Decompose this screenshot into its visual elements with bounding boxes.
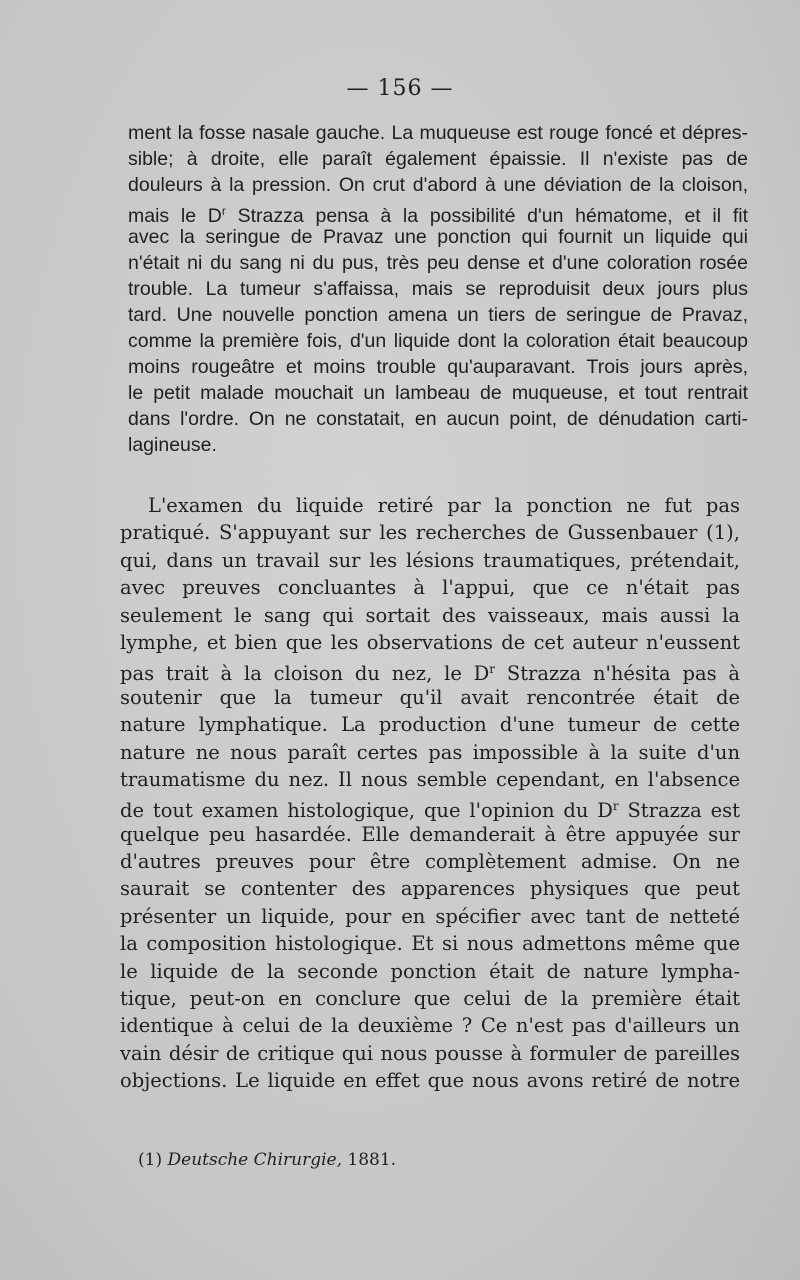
paragraph2-line	[120, 793, 740, 823]
paragraph2-line: nature lymphatique. La production d'une tumeur de cette	[120, 713, 740, 737]
paragraph2-line: présenter un liquide, pour en spécifier avec tant de netteté	[120, 904, 740, 928]
text-run: de tout examen histologique, que l'opinion du D	[120, 799, 613, 823]
paragraph2-line: le liquide de la seconde ponction était de nature lympha-	[120, 959, 740, 983]
text-run: pas trait à la cloison du nez, le D	[120, 662, 490, 686]
superscript: r	[612, 799, 619, 814]
paragraph2-line: saurait se contenter des apparences physiques que peut	[120, 877, 740, 901]
paragraph2-line: L'examen du liquide retiré par la ponction ne fut pas	[148, 494, 740, 517]
paragraph2-line: avec preuves concluantes à l'appui, que ce n'était pas	[120, 576, 740, 600]
paragraph2-line: qui, dans un travail sur les lésions traumatiques, prétendait,	[120, 548, 740, 572]
paragraph1-line: dans l'ordre. On ne constatait, en aucun point, de dénudation carti-	[128, 408, 748, 430]
paragraph1-line: avec la seringue de Pravaz une ponction qui fournit un liquide qui	[128, 226, 748, 248]
page-number: — 156 —	[346, 76, 454, 101]
paragraph2-line: soutenir que la tumeur qu'il avait rencontrée était de	[120, 685, 740, 709]
footnote-year: 1881.	[347, 1150, 397, 1170]
paragraph2-line: traumatisme du nez. Il nous semble cependant, en l'absence	[120, 767, 740, 791]
paragraph1-line: sible; à droite, elle paraît également épaissie. Il n'existe pas de	[128, 148, 748, 170]
paragraph2-line: nature ne nous paraît certes pas impossible à la suite d'un	[120, 740, 740, 764]
paragraph2-line: d'autres preuves pour être complètement admise. On ne	[120, 850, 740, 874]
paragraph1-line: tard. Une nouvelle ponction amena un tiers de seringue de Pravaz,	[128, 304, 748, 326]
paragraph-2	[120, 492, 740, 1095]
paragraph1-line: comme la première fois, d'un liquide dont la coloration était beaucoup	[128, 330, 748, 352]
superscript: r	[489, 662, 496, 677]
paragraph2-line: lymphe, et bien que les observations de cet auteur n'eussent	[120, 630, 740, 654]
footnote	[138, 1150, 396, 1170]
paragraph1-line: trouble. La tumeur s'affaissa, mais se reproduisit deux jours plus	[128, 278, 748, 300]
paragraph-1	[128, 120, 748, 458]
footnote-title: Deutsche Chirurgie,	[167, 1150, 343, 1170]
paragraph2-line: objections. Le liquide en effet que nous avons retiré de notre	[120, 1069, 740, 1093]
text-run: Strazza est	[618, 799, 740, 823]
paragraph2-line	[120, 656, 741, 686]
paragraph1-line	[128, 198, 748, 227]
paragraph1-line: douleurs à la pression. On crut d'abord à une déviation de la cloison,	[128, 174, 748, 196]
paragraph1-line: n'était ni du sang ni du pus, très peu dense et d'une coloration rosée	[128, 252, 748, 274]
paragraph1-line: ment la fosse nasale gauche. La muqueuse est rouge foncé et dépres-	[128, 122, 748, 144]
paragraph2-line: tique, peut-on en conclure que celui de la première était	[120, 987, 740, 1011]
paragraph2-line: quelque peu hasardée. Elle demanderait à être appuyée sur	[120, 822, 740, 846]
text-run: Strazza pensa à la possibilité d'un hématome, et il fit	[225, 205, 748, 227]
footnote-marker: (1)	[138, 1150, 163, 1170]
paragraph1-line: le petit malade mouchait un lambeau de muqueuse, et tout rentrait	[128, 382, 748, 404]
text-run: mais le D	[128, 205, 222, 227]
paragraph1-line: moins rougeâtre et moins trouble qu'auparavant. Trois jours après,	[128, 356, 748, 378]
text-run: Strazza n'hésita pas à	[495, 662, 741, 686]
paragraph1-line: lagineuse.	[128, 434, 217, 456]
paragraph2-line: vain désir de critique qui nous pousse à formuler de pareilles	[120, 1041, 740, 1065]
paragraph2-line: pratiqué. S'appuyant sur les recherches de Gussenbauer (1),	[120, 521, 740, 545]
superscript: r	[221, 204, 226, 218]
paragraph2-line: la composition histologique. Et si nous admettons même que	[120, 932, 740, 956]
paragraph2-line: identique à celui de la deuxième ? Ce n'est pas d'ailleurs un	[120, 1014, 740, 1038]
paragraph2-line: seulement le sang qui sortait des vaisseaux, mais aussi la	[120, 603, 740, 627]
